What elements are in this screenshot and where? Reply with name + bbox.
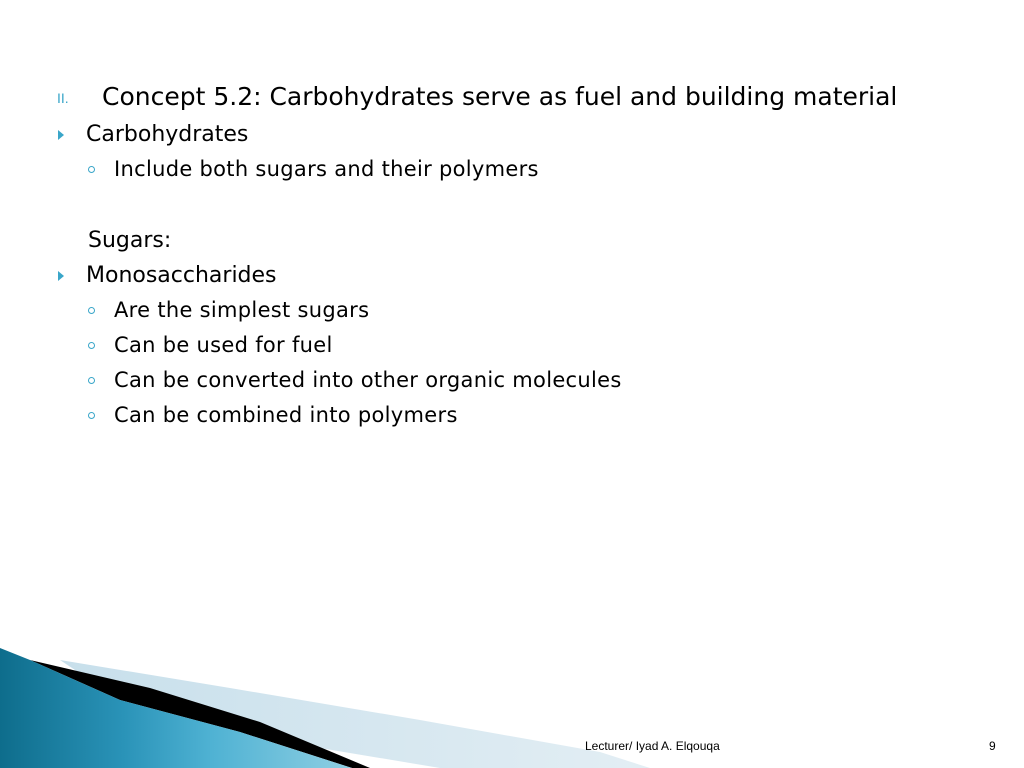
page-number: 9 <box>989 739 996 753</box>
sugars-label: Sugars: <box>88 228 172 253</box>
section-heading-carbohydrates: Carbohydrates <box>86 122 249 147</box>
list-item: Can be used for fuel <box>114 333 333 357</box>
section-numeral: II. <box>57 90 69 106</box>
triangle-bullet-icon <box>58 130 64 140</box>
circle-bullet-icon <box>88 412 95 419</box>
circle-bullet-icon <box>88 307 95 314</box>
slide-title: Concept 5.2: Carbohydrates serve as fuel and building material <box>102 82 898 111</box>
circle-bullet-icon <box>88 377 95 384</box>
section-heading-monosaccharides: Monosaccharides <box>86 263 277 288</box>
list-item: Can be converted into other organic molecules <box>114 368 622 392</box>
list-item: Are the simplest sugars <box>114 298 370 322</box>
footer-lecturer: Lecturer/ Iyad A. Elqouqa <box>585 739 720 753</box>
circle-bullet-icon <box>88 166 95 173</box>
triangle-bullet-icon <box>58 271 64 281</box>
circle-bullet-icon <box>88 342 95 349</box>
list-item: Can be combined into polymers <box>114 403 458 427</box>
list-item: Include both sugars and their polymers <box>114 157 539 181</box>
